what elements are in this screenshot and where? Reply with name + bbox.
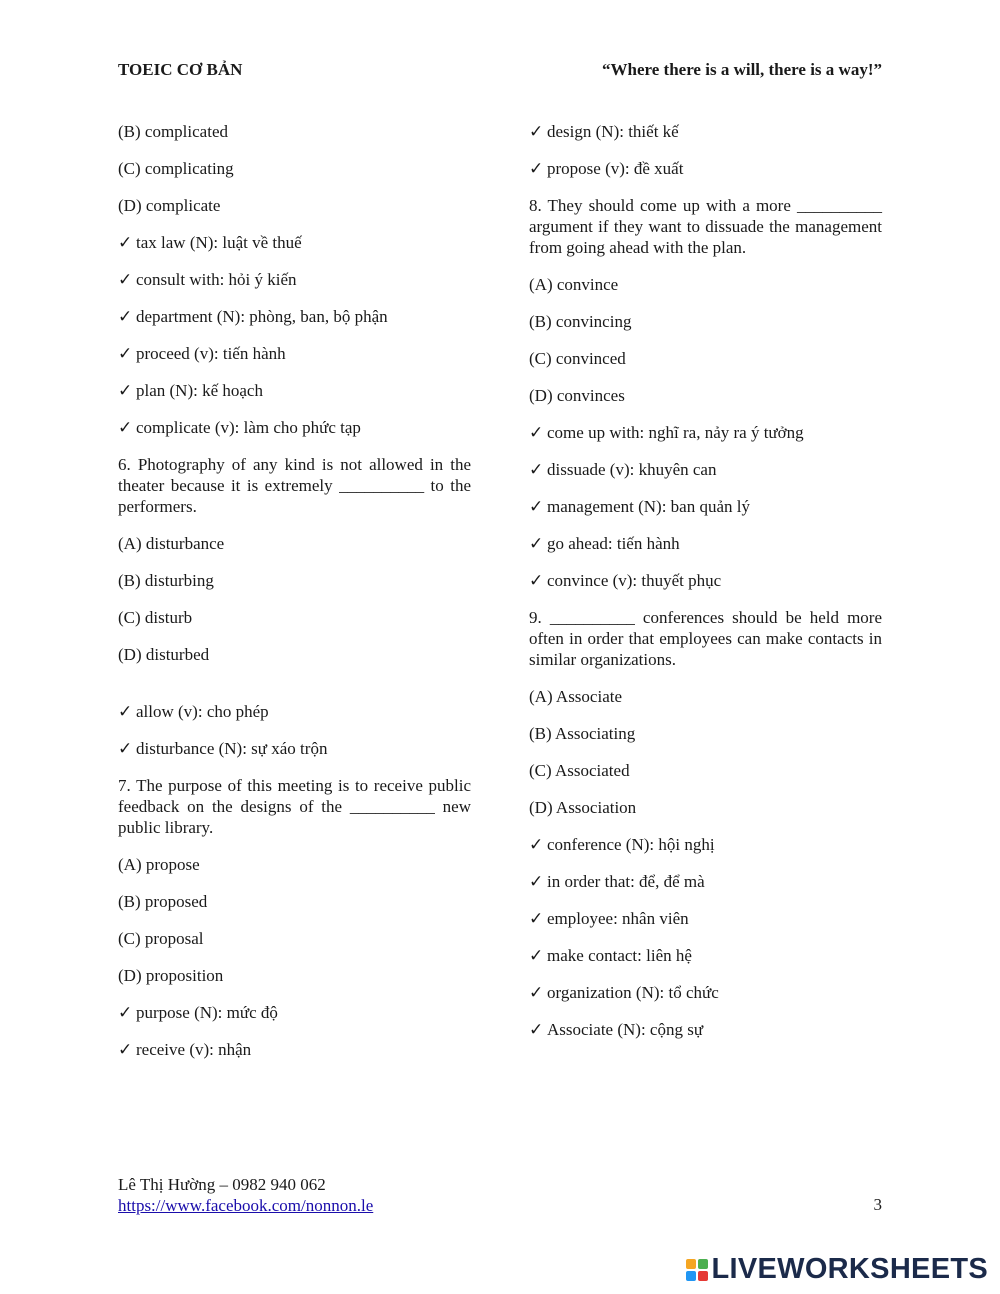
logo-tile: [686, 1271, 696, 1281]
checkmark-icon: ✓: [529, 983, 544, 1002]
checkmark-icon: ✓: [529, 460, 544, 479]
header-motto: “Where there is a will, there is a way!”: [602, 60, 882, 79]
q8-option-c: (C) convinced: [529, 349, 626, 368]
question-8: 8. They should come up with a more __________ argument if they want to dissuade the management from going ahead with the plan.: [529, 196, 882, 257]
checkmark-icon: ✓: [529, 835, 544, 854]
vocab-item: [529, 871, 882, 892]
checkmark-icon: ✓: [529, 534, 544, 553]
vocab-item: [529, 1019, 882, 1040]
q5-option-b: (B) complicated: [118, 122, 228, 141]
vocab-text: department (N): phòng, ban, bộ phận: [136, 307, 388, 326]
vocab-text: purpose (N): mức độ: [136, 1003, 278, 1022]
facebook-link[interactable]: https://www.facebook.com/nonnon.le: [118, 1196, 374, 1215]
q9-option-c: (C) Associated: [529, 761, 630, 780]
vocab-item: [118, 269, 471, 290]
vocab-text: management (N): ban quản lý: [547, 497, 750, 516]
vocab-text: employee: nhân viên: [547, 909, 689, 928]
q8-option-b: (B) convincing: [529, 312, 632, 331]
vocab-text: plan (N): kế hoạch: [136, 381, 263, 400]
vocab-text: complicate (v): làm cho phức tạp: [136, 418, 361, 437]
checkmark-icon: ✓: [118, 1040, 133, 1059]
vocab-item: [118, 701, 471, 722]
footer: [118, 1174, 373, 1216]
question-6: 6. Photography of any kind is not allowed in the theater because it is extremely __________ to the performers.: [118, 455, 471, 516]
checkmark-icon: ✓: [529, 571, 544, 590]
q5-option-d: (D) complicate: [118, 196, 221, 215]
vocab-text: propose (v): đề xuất: [547, 159, 684, 178]
page-number: 3: [873, 1195, 882, 1214]
q8-option-d: (D) convinces: [529, 386, 625, 405]
checkmark-icon: ✓: [529, 909, 544, 928]
liveworksheets-brand[interactable]: [686, 1253, 989, 1286]
checkmark-icon: ✓: [118, 1003, 133, 1022]
vocab-item: [529, 422, 882, 443]
vocab-text: Associate (N): cộng sự: [547, 1020, 704, 1039]
vocab-item: [118, 738, 471, 759]
vocab-item: [118, 1002, 471, 1023]
question-7: 7. The purpose of this meeting is to receive public feedback on the designs of the __________ new public library.: [118, 776, 471, 837]
vocab-item: [118, 306, 471, 327]
checkmark-icon: ✓: [529, 946, 544, 965]
checkmark-icon: ✓: [529, 122, 544, 141]
checkmark-icon: ✓: [529, 423, 544, 442]
vocab-item: [529, 158, 882, 179]
checkmark-icon: ✓: [118, 418, 133, 437]
logo-tile: [686, 1259, 696, 1269]
q8-option-a: (A) convince: [529, 275, 619, 294]
checkmark-icon: ✓: [529, 1020, 544, 1039]
q6-option-a: (A) disturbance: [118, 534, 225, 553]
checkmark-icon: ✓: [118, 381, 133, 400]
vocab-text: consult with: hỏi ý kiến: [136, 270, 297, 289]
q7-option-d: (D) proposition: [118, 966, 224, 985]
vocab-item: [529, 982, 882, 1003]
vocab-text: receive (v): nhận: [136, 1040, 252, 1059]
q7-option-b: (B) proposed: [118, 892, 208, 911]
q6-option-c: (C) disturb: [118, 608, 193, 627]
checkmark-icon: ✓: [529, 872, 544, 891]
checkmark-icon: ✓: [529, 159, 544, 178]
q9-option-a: (A) Associate: [529, 687, 623, 706]
q6-option-b: (B) disturbing: [118, 571, 214, 590]
liveworksheets-logo-icon: [686, 1259, 708, 1281]
vocab-item: [118, 1039, 471, 1060]
vocab-text: design (N): thiết kế: [547, 122, 679, 141]
checkmark-icon: ✓: [118, 307, 133, 326]
vocab-item: [529, 496, 882, 517]
vocab-item: [118, 343, 471, 364]
q9-option-b: (B) Associating: [529, 724, 636, 743]
logo-tile: [698, 1259, 708, 1269]
checkmark-icon: ✓: [118, 270, 133, 289]
q7-option-c: (C) proposal: [118, 929, 204, 948]
vocab-text: convince (v): thuyết phục: [547, 571, 722, 590]
q5-option-c: (C) complicating: [118, 159, 234, 178]
vocab-item: [529, 459, 882, 480]
vocab-item: [118, 380, 471, 401]
vocab-text: disturbance (N): sự xáo trộn: [136, 739, 328, 758]
vocab-item: [529, 533, 882, 554]
right-column: [529, 121, 882, 1056]
checkmark-icon: ✓: [118, 702, 133, 721]
vocab-item: [529, 945, 882, 966]
vocab-text: organization (N): tổ chức: [547, 983, 719, 1002]
vocab-item: [529, 570, 882, 591]
checkmark-icon: ✓: [118, 344, 133, 363]
vocab-text: conference (N): hội nghị: [547, 835, 715, 854]
brand-name: LIVEWORKSHEETS: [711, 1253, 988, 1285]
vocab-text: allow (v): cho phép: [136, 702, 269, 721]
q7-option-a: (A) propose: [118, 855, 200, 874]
vocab-text: make contact: liên hệ: [547, 946, 692, 965]
vocab-text: go ahead: tiến hành: [547, 534, 680, 553]
vocab-text: in order that: để, để mà: [547, 872, 705, 891]
checkmark-icon: ✓: [118, 739, 133, 758]
vocab-text: proceed (v): tiến hành: [136, 344, 286, 363]
question-9: 9. __________ conferences should be held more often in order that employees can make contacts in similar organizations.: [529, 608, 882, 669]
vocab-text: tax law (N): luật về thuế: [136, 233, 302, 252]
left-column: [118, 121, 471, 1076]
q6-option-d: (D) disturbed: [118, 645, 210, 664]
spacer: [118, 681, 471, 701]
checkmark-icon: ✓: [529, 497, 544, 516]
vocab-text: come up with: nghĩ ra, nảy ra ý tưởng: [547, 423, 804, 442]
header-title: TOEIC CƠ BẢN: [118, 60, 243, 79]
vocab-item: [118, 232, 471, 253]
vocab-text: dissuade (v): khuyên can: [547, 460, 717, 479]
vocab-item: [529, 908, 882, 929]
vocab-item: [529, 121, 882, 142]
q9-option-d: (D) Association: [529, 798, 637, 817]
vocab-item: [118, 417, 471, 438]
checkmark-icon: ✓: [118, 233, 133, 252]
footer-author: Lê Thị Hường – 0982 940 062: [118, 1175, 326, 1194]
logo-tile: [698, 1271, 708, 1281]
vocab-item: [529, 834, 882, 855]
